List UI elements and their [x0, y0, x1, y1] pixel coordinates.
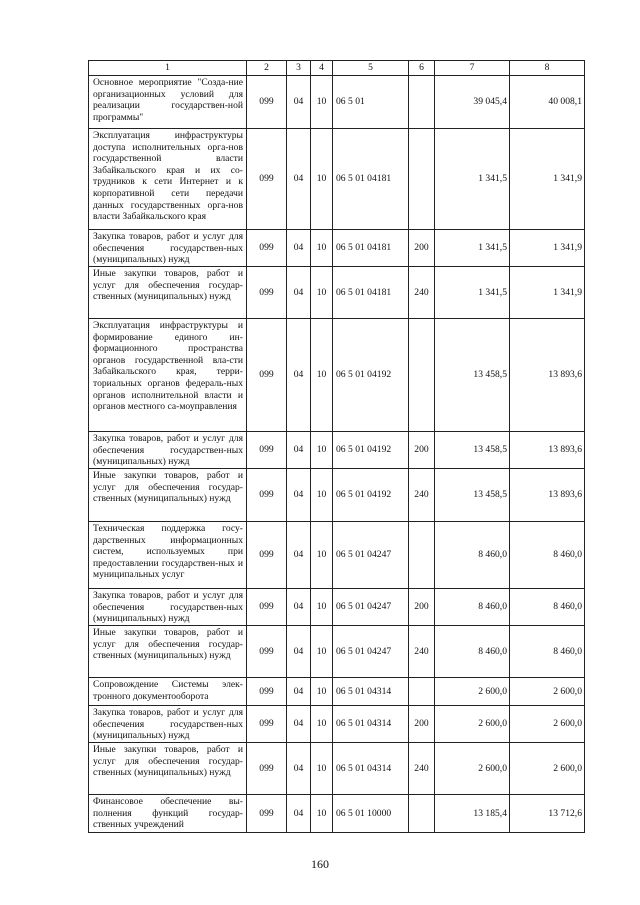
row-expense-type-cell: 240: [409, 626, 435, 678]
table-row: [89, 129, 585, 230]
row-target-article-cell: 06 5 01 04192: [333, 432, 409, 469]
row-amount-cell: 2 600,0: [435, 678, 510, 706]
row-expense-type-cell: [409, 795, 435, 833]
column-header: 3: [287, 61, 311, 76]
row-subsection-cell: 10: [311, 76, 333, 129]
row-name-cell: Закупка товаров, работ и услуг для обеспечения государствен-ных (муниципальных) нужд: [89, 589, 247, 626]
row-code-cell: 099: [247, 432, 287, 469]
row-code-cell: 099: [247, 678, 287, 706]
row-section-cell: 04: [287, 319, 311, 432]
row-name-cell: Иные закупки товаров, работ и услуг для обеспечения государ-ственных (муниципальных) нужд: [89, 469, 247, 522]
row-amount-cell: 2 600,0: [435, 743, 510, 795]
row-target-article-cell: 06 5 01 04181: [333, 129, 409, 230]
row-target-article-cell: 06 5 01 10000: [333, 795, 409, 833]
row-name-cell: Закупка товаров, работ и услуг для обеспечения государствен-ных (муниципальных) нужд: [89, 432, 247, 469]
row-code-cell: 099: [247, 267, 287, 319]
row-expense-type-cell: [409, 522, 435, 589]
row-section-cell: 04: [287, 626, 311, 678]
row-target-article-cell: 06 5 01 04181: [333, 267, 409, 319]
row-amount-cell: 40 008,1: [510, 76, 585, 129]
row-target-article-cell: 06 5 01 04247: [333, 626, 409, 678]
column-header: 5: [333, 61, 409, 76]
row-subsection-cell: 10: [311, 432, 333, 469]
row-amount-cell: 1 341,5: [435, 230, 510, 267]
row-expense-type-cell: 200: [409, 589, 435, 626]
table-row: [89, 706, 585, 743]
column-header: 6: [409, 61, 435, 76]
row-code-cell: 099: [247, 469, 287, 522]
row-subsection-cell: 10: [311, 706, 333, 743]
row-section-cell: 04: [287, 743, 311, 795]
column-header: 7: [435, 61, 510, 76]
row-amount-cell: 8 460,0: [510, 522, 585, 589]
row-amount-cell: 1 341,9: [510, 267, 585, 319]
row-target-article-cell: 06 5 01 04192: [333, 319, 409, 432]
row-name-cell: Закупка товаров, работ и услуг для обеспечения государствен-ных (муниципальных) нужд: [89, 706, 247, 743]
row-name-cell: Техническая поддержка госу-дарственных информационных систем, используемых при предоставлении государствен-ных и муниципальных услуг: [89, 522, 247, 589]
table-row: [89, 319, 585, 432]
row-expense-type-cell: 240: [409, 743, 435, 795]
row-target-article-cell: 06 5 01 04181: [333, 230, 409, 267]
row-name-cell: Финансовое обеспечение вы-полнения функций государ-ственных учреждений: [89, 795, 247, 833]
column-header: 4: [311, 61, 333, 76]
table-body: [89, 61, 585, 833]
row-subsection-cell: 10: [311, 522, 333, 589]
row-expense-type-cell: 240: [409, 469, 435, 522]
row-amount-cell: 13 458,5: [435, 469, 510, 522]
row-name-cell: Эксплуатация инфраструктуры и формирование единого ин-формационного пространства органов государственной вла-сти Забайкальского края, терри-ториальных органов федераль-ных органов исполнительной власти и органов местного са-моуправления: [89, 319, 247, 432]
table-row: [89, 230, 585, 267]
row-code-cell: 099: [247, 522, 287, 589]
table-row: [89, 76, 585, 129]
row-name-cell: Иные закупки товаров, работ и услуг для обеспечения государ-ственных (муниципальных) нужд: [89, 743, 247, 795]
row-name-cell: Сопровождение Системы элек-тронного документооборота: [89, 678, 247, 706]
row-code-cell: 099: [247, 230, 287, 267]
row-target-article-cell: 06 5 01 04247: [333, 522, 409, 589]
table-row: [89, 678, 585, 706]
row-expense-type-cell: 200: [409, 230, 435, 267]
row-expense-type-cell: [409, 129, 435, 230]
row-amount-cell: 13 458,5: [435, 432, 510, 469]
table-row: [89, 795, 585, 833]
row-section-cell: 04: [287, 706, 311, 743]
row-amount-cell: 8 460,0: [510, 626, 585, 678]
row-name-cell: Иные закупки товаров, работ и услуг для обеспечения государ-ственных (муниципальных) нужд: [89, 626, 247, 678]
column-header: 2: [247, 61, 287, 76]
row-amount-cell: 2 600,0: [435, 706, 510, 743]
row-expense-type-cell: [409, 678, 435, 706]
row-subsection-cell: 10: [311, 589, 333, 626]
row-amount-cell: 8 460,0: [510, 589, 585, 626]
row-amount-cell: 13 185,4: [435, 795, 510, 833]
row-code-cell: 099: [247, 706, 287, 743]
row-amount-cell: 1 341,9: [510, 129, 585, 230]
row-amount-cell: 13 893,6: [510, 319, 585, 432]
row-section-cell: 04: [287, 469, 311, 522]
row-amount-cell: 8 460,0: [435, 522, 510, 589]
row-expense-type-cell: [409, 319, 435, 432]
row-target-article-cell: 06 5 01 04314: [333, 743, 409, 795]
row-amount-cell: 8 460,0: [435, 626, 510, 678]
row-section-cell: 04: [287, 678, 311, 706]
table-row: [89, 522, 585, 589]
row-amount-cell: 1 341,9: [510, 230, 585, 267]
row-name-cell: Иные закупки товаров, работ и услуг для обеспечения государ-ственных (муниципальных) нужд: [89, 267, 247, 319]
table-row: [89, 469, 585, 522]
row-amount-cell: 2 600,0: [510, 743, 585, 795]
row-subsection-cell: 10: [311, 743, 333, 795]
row-subsection-cell: 10: [311, 129, 333, 230]
budget-table: [88, 60, 585, 833]
row-code-cell: 099: [247, 743, 287, 795]
row-code-cell: 099: [247, 129, 287, 230]
row-code-cell: 099: [247, 319, 287, 432]
row-section-cell: 04: [287, 522, 311, 589]
row-amount-cell: 1 341,5: [435, 129, 510, 230]
row-subsection-cell: 10: [311, 267, 333, 319]
row-section-cell: 04: [287, 129, 311, 230]
row-amount-cell: 2 600,0: [510, 678, 585, 706]
row-subsection-cell: 10: [311, 230, 333, 267]
column-header: 1: [89, 61, 247, 76]
row-amount-cell: 13 458,5: [435, 319, 510, 432]
row-name-cell: Основное мероприятие "Созда-ние организационных условий для реализации государствен-ной программы": [89, 76, 247, 129]
row-target-article-cell: 06 5 01 04314: [333, 706, 409, 743]
row-amount-cell: 8 460,0: [435, 589, 510, 626]
row-name-cell: Эксплуатация инфраструктуры доступа исполнительных орга-нов государственной власти Забайкальского края и их со-трудников к сети Интернет и к корпоративной сети передачи данных государственных орга-нов власти Забайкальского края: [89, 129, 247, 230]
row-expense-type-cell: 200: [409, 706, 435, 743]
header-row: [89, 61, 585, 76]
row-subsection-cell: 10: [311, 469, 333, 522]
row-target-article-cell: 06 5 01 04247: [333, 589, 409, 626]
row-code-cell: 099: [247, 76, 287, 129]
row-amount-cell: 1 341,5: [435, 267, 510, 319]
row-amount-cell: 2 600,0: [510, 706, 585, 743]
row-subsection-cell: 10: [311, 319, 333, 432]
table-row: [89, 267, 585, 319]
row-expense-type-cell: [409, 76, 435, 129]
column-header: 8: [510, 61, 585, 76]
row-section-cell: 04: [287, 76, 311, 129]
row-section-cell: 04: [287, 589, 311, 626]
row-expense-type-cell: 200: [409, 432, 435, 469]
page-number: 160: [311, 857, 329, 871]
table-row: [89, 743, 585, 795]
row-target-article-cell: 06 5 01: [333, 76, 409, 129]
row-subsection-cell: 10: [311, 678, 333, 706]
row-section-cell: 04: [287, 230, 311, 267]
row-subsection-cell: 10: [311, 795, 333, 833]
row-section-cell: 04: [287, 795, 311, 833]
row-amount-cell: 13 712,6: [510, 795, 585, 833]
row-name-cell: Закупка товаров, работ и услуг для обеспечения государствен-ных (муниципальных) нужд: [89, 230, 247, 267]
row-target-article-cell: 06 5 01 04314: [333, 678, 409, 706]
row-code-cell: 099: [247, 626, 287, 678]
row-section-cell: 04: [287, 432, 311, 469]
row-subsection-cell: 10: [311, 626, 333, 678]
table-row: [89, 626, 585, 678]
row-amount-cell: 39 045,4: [435, 76, 510, 129]
table-row: [89, 432, 585, 469]
row-code-cell: 099: [247, 795, 287, 833]
row-expense-type-cell: 240: [409, 267, 435, 319]
row-code-cell: 099: [247, 589, 287, 626]
row-section-cell: 04: [287, 267, 311, 319]
row-amount-cell: 13 893,6: [510, 469, 585, 522]
row-target-article-cell: 06 5 01 04192: [333, 469, 409, 522]
table-row: [89, 589, 585, 626]
row-amount-cell: 13 893,6: [510, 432, 585, 469]
